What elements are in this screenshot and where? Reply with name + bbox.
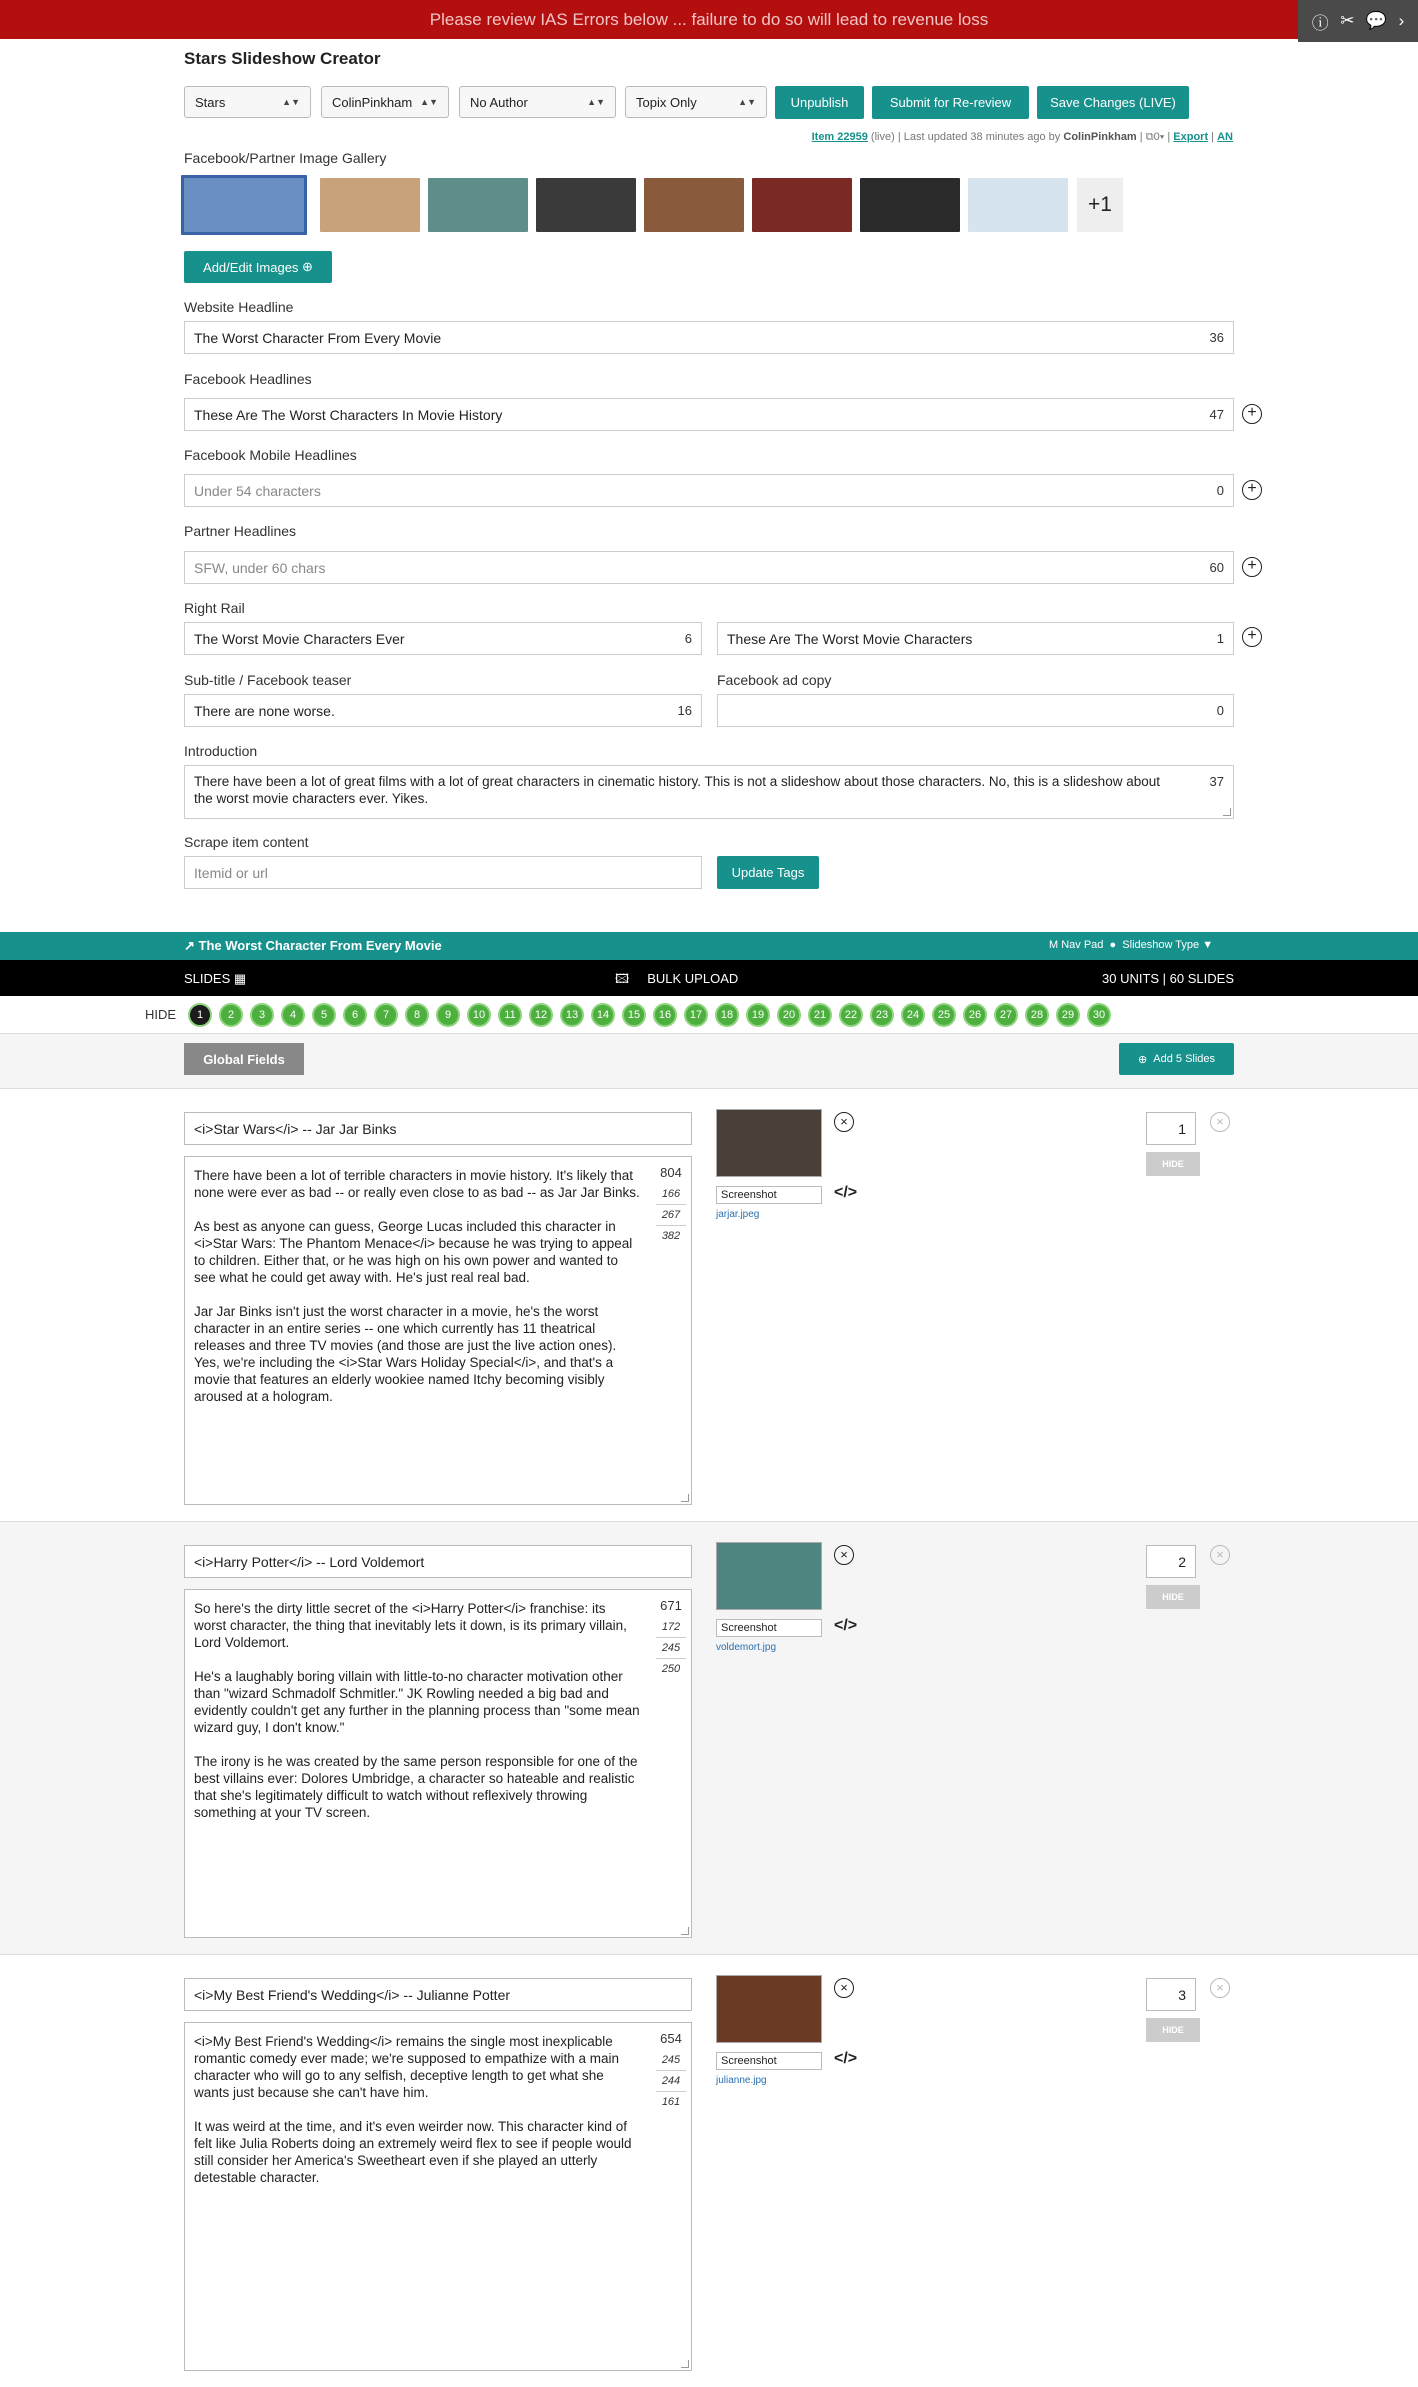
scrape-input[interactable]	[184, 856, 702, 889]
slide-nav-7[interactable]: 7	[374, 1003, 398, 1027]
slide-image[interactable]	[716, 1975, 822, 2043]
slide-char-counts	[656, 1594, 686, 1679]
char-count: 60	[1209, 560, 1224, 575]
slide-title-value: <i>My Best Friend's Wedding</i> -- Julianne Potter	[194, 1986, 511, 2003]
paragraph-count: 244	[656, 2071, 686, 2092]
updated-text: | Last updated 38 minutes ago by	[897, 131, 1061, 143]
slide-char-counts	[656, 2027, 686, 2112]
slide-title-value: <i>Harry Potter</i> -- Lord Voldemort	[194, 1553, 425, 1570]
resize-handle[interactable]	[1223, 808, 1231, 816]
slide-nav-3[interactable]: 3	[250, 1003, 274, 1027]
second-author-select[interactable]	[459, 86, 616, 118]
char-count: 0	[1216, 703, 1224, 718]
slide-row	[0, 1088, 1418, 1521]
author-select-value: ColinPinkham	[332, 94, 413, 110]
slide-nav-17[interactable]: 17	[684, 1003, 708, 1027]
select-arrows-icon: ▲▼	[738, 97, 756, 107]
char-count: 1	[1216, 631, 1224, 646]
slide-nav-12[interactable]: 12	[529, 1003, 553, 1027]
nav-pad-toggle[interactable]: M Nav Pad ● Slideshow Type ▼	[1049, 939, 1214, 951]
slide-image[interactable]	[716, 1542, 822, 1610]
facebook-headlines-label: Facebook Headlines	[184, 371, 312, 387]
slide-nav-11[interactable]: 11	[498, 1003, 522, 1027]
resubmit-button[interactable]: Submit for Re-review	[872, 86, 1029, 119]
delete-slide-icon[interactable]: ×	[1210, 1978, 1230, 1998]
introduction-label: Introduction	[184, 743, 258, 759]
extension-toolbar	[1298, 0, 1418, 42]
slide-nav-25[interactable]: 25	[932, 1003, 956, 1027]
info-icon[interactable]: ⓘ	[1311, 13, 1329, 33]
gallery-thumbnail-olaf[interactable]	[181, 175, 307, 235]
char-count: 16	[677, 703, 692, 718]
delete-slide-icon[interactable]: ×	[1210, 1545, 1230, 1565]
topix-select-value: Topix Only	[636, 94, 697, 110]
slide-nav-26[interactable]: 26	[963, 1003, 987, 1027]
bulk-upload-label: BULK UPLOAD	[647, 971, 739, 986]
slide-body-value: <i>My Best Friend's Wedding</i> remains the single most inexplicable romantic comedy ever made; we're supposed to empathize with a main character who will go to any selfish, deceptive length to get what she wants just because she can't have him. It was weird at the time, and it's even weirder now. This character kind of felt like Julia Roberts doing an extremely weird flex to see if people would still consider her America's Sweetheart even if she played an utterly detestable character.	[194, 2034, 632, 2185]
chevron-right-icon[interactable]: ›	[1398, 11, 1405, 30]
slide-image[interactable]	[716, 1109, 822, 1177]
gallery-thumbnail-voldemort[interactable]	[428, 178, 528, 232]
hide-slide-button[interactable]: HIDE	[1146, 1152, 1200, 1176]
ad-copy-label: Facebook ad copy	[717, 672, 832, 688]
hide-slide-button[interactable]: HIDE	[1146, 1585, 1200, 1609]
char-count: 6	[684, 631, 692, 646]
paragraph-count: 172	[656, 1617, 686, 1638]
slide-title-input[interactable]	[184, 1545, 692, 1578]
ias-error-banner	[0, 0, 1418, 39]
site-select[interactable]	[184, 86, 311, 118]
slide-nav-27[interactable]: 27	[994, 1003, 1018, 1027]
right-rail-input-1[interactable]	[184, 622, 702, 655]
grid-icon: ▦	[233, 971, 247, 986]
slide-nav-6[interactable]: 6	[343, 1003, 367, 1027]
embed-code-icon[interactable]: </>	[834, 2050, 858, 2067]
char-count: 36	[1209, 330, 1224, 345]
right-rail-value-2: These Are The Worst Movie Characters	[727, 630, 973, 647]
export-link[interactable]: Export	[1173, 131, 1209, 143]
slideshow-title[interactable]	[184, 938, 442, 954]
gallery-thumbnail-spiderman[interactable]	[752, 178, 852, 232]
hide-slide-button[interactable]: HIDE	[1146, 2018, 1200, 2042]
slide-nav-20[interactable]: 20	[777, 1003, 801, 1027]
slide-nav-18[interactable]: 18	[715, 1003, 739, 1027]
slide-order-value: 2	[1178, 1553, 1186, 1570]
paragraph-count: 161	[661, 2096, 681, 2108]
second-author-value: No Author	[470, 94, 528, 110]
add-facebook-mobile-icon[interactable]: +	[1242, 480, 1262, 500]
facebook-mobile-input[interactable]	[184, 474, 1234, 507]
slide-row	[0, 1954, 1418, 2387]
slides-bar	[0, 960, 1418, 996]
slideshow-title-bar	[0, 932, 1418, 960]
slide-body-textarea[interactable]	[184, 1589, 692, 1938]
tools-icon[interactable]: ✂	[1340, 11, 1355, 30]
update-tags-button[interactable]: Update Tags	[717, 856, 819, 889]
introduction-textarea[interactable]	[184, 765, 1234, 819]
slideshow-type-label: Slideshow Type	[1122, 939, 1200, 951]
slide-nav-10[interactable]: 10	[467, 1003, 491, 1027]
add-edit-images-button[interactable]	[184, 251, 332, 283]
updated-by: ColinPinkham	[1063, 131, 1137, 143]
subtitle-label: Sub-title / Facebook teaser	[184, 672, 352, 688]
slide-nav-1[interactable]: 1	[188, 1003, 212, 1027]
bulk-upload-button[interactable]	[615, 970, 738, 992]
website-headline-label: Website Headline	[184, 299, 294, 315]
slide-nav-9[interactable]: 9	[436, 1003, 460, 1027]
slide-title-input[interactable]	[184, 1978, 692, 2011]
plus-circle-icon: ⊕	[302, 259, 313, 274]
slide-nav-2[interactable]: 2	[219, 1003, 243, 1027]
scrape-placeholder: Itemid or url	[194, 864, 268, 881]
chat-icon[interactable]: 💬	[1365, 11, 1388, 30]
save-changes-button[interactable]: Save Changes (LIVE)	[1037, 86, 1189, 119]
gallery-thumbnail-ariel[interactable]	[968, 178, 1068, 232]
slide-nav-15[interactable]: 15	[622, 1003, 646, 1027]
gallery-thumbnail-sign[interactable]	[536, 178, 636, 232]
select-arrows-icon: ▲▼	[420, 97, 438, 107]
add-partner-headline-icon[interactable]: +	[1242, 557, 1262, 577]
delete-slide-icon[interactable]: ×	[1210, 1112, 1230, 1132]
ias-error-text: Please review IAS Errors below ... failure to do so will lead to revenue loss	[429, 9, 989, 29]
resize-handle[interactable]	[681, 1927, 689, 1935]
slide-char-counts	[656, 1161, 686, 1246]
subtitle-value: There are none worse.	[194, 702, 335, 719]
screenshot-input[interactable]	[716, 2052, 822, 2070]
remove-image-icon[interactable]: ×	[834, 1978, 854, 1998]
slide-title-value: <i>Star Wars</i> -- Jar Jar Binks	[194, 1120, 397, 1137]
slide-nav-5[interactable]: 5	[312, 1003, 336, 1027]
slide-row	[0, 1521, 1418, 1954]
slide-order-input[interactable]	[1146, 1978, 1196, 2011]
gallery-label: Facebook/Partner Image Gallery	[184, 150, 387, 166]
slide-order-value: 1	[1178, 1120, 1186, 1137]
slide-nav-16[interactable]: 16	[653, 1003, 677, 1027]
slide-nav-14[interactable]: 14	[591, 1003, 615, 1027]
right-rail-label: Right Rail	[184, 600, 245, 616]
select-arrows-icon: ▲▼	[587, 97, 605, 107]
facebook-headline-value: These Are The Worst Characters In Movie History	[194, 406, 503, 423]
image-filename[interactable]: julianne.jpg	[716, 2075, 767, 2086]
external-link-icon: ↗	[184, 938, 195, 953]
item-meta: Item 22959 (live) | Last updated 38 minutes ago by ColinPinkham | ⧉0▾ | Export | AN	[811, 131, 1233, 143]
paragraph-count: 250	[661, 1663, 681, 1675]
slide-nav-19[interactable]: 19	[746, 1003, 770, 1027]
hide-nav-label[interactable]: HIDE	[145, 1007, 177, 1022]
slide-body-value: There have been a lot of terrible characters in movie history. It's likely that none were ever as bad -- or really even close to as bad -- as Jar Jar Binks. As best as anyone can guess, George Lucas included this character in <i>Star Wars: The Phantom Menace</i> because he was trying to appeal to children. Either that, or he was high on his own power and wanted to see what he could get away with. He's just real real bad. Jar Jar Binks isn't just the worst character in a movie, he's the worst character in an entire series -- one which currently has 11 theatrical releases and three TV movies (and those are just the live action ones). Yes, we're including the <i>Star Wars Holiday Special</i>, and that's a movie that features an elderly wookiee named Itchy becoming visibly aroused at a hologram.	[194, 1168, 640, 1404]
slide-nav-30[interactable]: 30	[1087, 1003, 1111, 1027]
slides-label: SLIDES	[184, 971, 231, 986]
char-count: 37	[1209, 774, 1224, 789]
screenshot-value: Screenshot	[721, 1189, 777, 1201]
slide-nav-13[interactable]: 13	[560, 1003, 584, 1027]
resize-handle[interactable]	[681, 2360, 689, 2368]
slide-nav-8[interactable]: 8	[405, 1003, 429, 1027]
units-count: 30 UNITS | 60 SLIDES	[1102, 971, 1234, 986]
paragraph-count: 245	[656, 2050, 686, 2071]
right-rail-input-2[interactable]	[717, 622, 1234, 655]
scrape-label: Scrape item content	[184, 834, 309, 850]
slide-nav-23[interactable]: 23	[870, 1003, 894, 1027]
facebook-mobile-placeholder: Under 54 characters	[194, 482, 321, 499]
slide-title-input[interactable]	[184, 1112, 692, 1145]
screenshot-value: Screenshot	[721, 1622, 777, 1634]
slides-toggle[interactable]	[184, 971, 246, 987]
author-select[interactable]	[321, 86, 449, 118]
partner-placeholder: SFW, under 60 chars	[194, 559, 326, 576]
page-title: Stars Slideshow Creator	[184, 49, 381, 68]
screenshot-value: Screenshot	[721, 2055, 777, 2067]
char-count: 804	[660, 1165, 682, 1180]
slide-order-input[interactable]	[1146, 1545, 1196, 1578]
item-link[interactable]: Item 22959	[811, 131, 868, 143]
gallery-thumbnail-portrait[interactable]	[644, 178, 744, 232]
item-status: (live)	[870, 131, 895, 143]
slide-order-value: 3	[1178, 1986, 1186, 2003]
copy-icon[interactable]: ⧉	[1145, 131, 1154, 143]
slide-body-textarea[interactable]	[184, 2022, 692, 2371]
gallery-thumbnail-jarjar[interactable]	[320, 178, 420, 232]
resize-handle[interactable]	[681, 1494, 689, 1502]
copy-count: 0	[1153, 131, 1160, 143]
slide-nav-4[interactable]: 4	[281, 1003, 305, 1027]
embed-code-icon[interactable]: </>	[834, 1617, 858, 1634]
screenshot-input[interactable]	[716, 1186, 822, 1204]
slide-nav	[0, 996, 1418, 1034]
image-filename[interactable]: voldemort.jpg	[716, 1642, 777, 1653]
slide-nav-24[interactable]: 24	[901, 1003, 925, 1027]
slide-body-value: So here's the dirty little secret of the <i>Harry Potter</i> franchise: its worst character, the thing that inevitably lets it down, is its primary villain, Lord Voldemort. He's a laughably boring villain with little-to-no character motivation other than "wizard Schmadolf Schmitler." JK Rowling needed a big bad and evidently couldn't get any further in the planning process than "some mean wizard guy, I don't know." The irony is he was created by the same person responsible for one of the best villains ever: Dolores Umbridge, a character so hateable and realistic that she's legitimately difficult to watch without reflexively throwing something at your TV screen.	[194, 1601, 640, 1820]
char-count: 671	[660, 1598, 682, 1613]
website-headline-value: The Worst Character From Every Movie	[194, 329, 442, 346]
partner-headlines-label: Partner Headlines	[184, 523, 297, 539]
paragraph-count: 382	[661, 1230, 681, 1242]
site-select-value: Stars	[195, 94, 226, 110]
paragraph-count: 267	[656, 1205, 686, 1226]
introduction-value: There have been a lot of great films with a lot of great characters in cinematic history. This is not a slideshow about those characters. No, this is a slideshow about the worst movie characters ever. Yikes.	[194, 774, 1160, 806]
topix-select[interactable]	[625, 86, 767, 118]
paragraph-count: 166	[656, 1184, 686, 1205]
char-count: 0	[1216, 483, 1224, 498]
char-count: 654	[660, 2031, 682, 2046]
remove-image-icon[interactable]: ×	[834, 1112, 854, 1132]
select-arrows-icon: ▲▼	[282, 97, 300, 107]
right-rail-value-1: The Worst Movie Characters Ever	[194, 630, 405, 647]
remove-image-icon[interactable]: ×	[834, 1545, 854, 1565]
nav-pad-label: M Nav Pad	[1049, 939, 1104, 951]
plus-circle-icon: ⊕	[1137, 1053, 1148, 1066]
slide-order-input[interactable]	[1146, 1112, 1196, 1145]
add-slides-label: Add 5 Slides	[1153, 1053, 1216, 1065]
image-filename[interactable]: jarjar.jpeg	[716, 1209, 760, 1220]
screenshot-input[interactable]	[716, 1619, 822, 1637]
subtitle-input[interactable]	[184, 694, 702, 727]
facebook-mobile-label: Facebook Mobile Headlines	[184, 447, 357, 463]
gallery-more[interactable]: +1	[1077, 178, 1123, 232]
unpublish-button[interactable]: Unpublish	[775, 86, 864, 119]
slide-nav-28[interactable]: 28	[1025, 1003, 1049, 1027]
slide-nav-22[interactable]: 22	[839, 1003, 863, 1027]
add-slides-button[interactable]	[1119, 1043, 1234, 1075]
slideshow-title-text: The Worst Character From Every Movie	[198, 938, 442, 953]
add-edit-images-label: Add/Edit Images	[203, 259, 299, 275]
add-right-rail-icon[interactable]: +	[1242, 627, 1262, 647]
add-facebook-headline-icon[interactable]: +	[1242, 404, 1262, 424]
an-link[interactable]: AN	[1217, 131, 1233, 143]
website-headline-input[interactable]	[184, 321, 1234, 354]
partner-headline-input[interactable]	[184, 551, 1234, 584]
paragraph-count: 245	[656, 1638, 686, 1659]
gallery-thumbnail-twilight[interactable]	[860, 178, 960, 232]
global-fields-button[interactable]: Global Fields	[184, 1043, 304, 1075]
slide-nav-29[interactable]: 29	[1056, 1003, 1080, 1027]
slide-body-textarea[interactable]	[184, 1156, 692, 1505]
image-upload-icon: 🖾	[615, 971, 630, 986]
facebook-headline-input[interactable]	[184, 398, 1234, 431]
embed-code-icon[interactable]: </>	[834, 1184, 858, 1201]
char-count: 47	[1209, 407, 1224, 422]
slide-nav-21[interactable]: 21	[808, 1003, 832, 1027]
ad-copy-input[interactable]	[717, 694, 1234, 727]
